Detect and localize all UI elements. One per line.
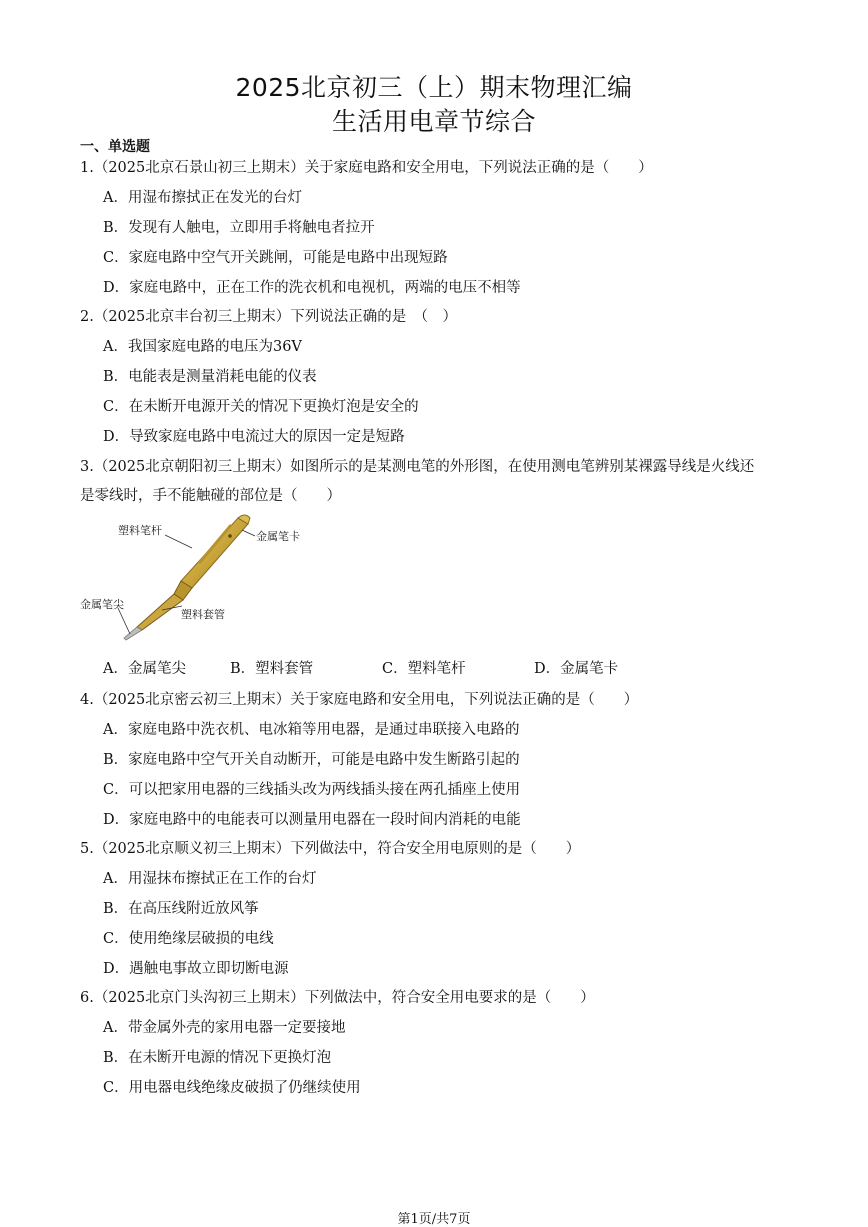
question-5-option-b: B．在高压线附近放风筝: [103, 901, 259, 917]
question-1-option-d: D．家庭电路中，正在工作的洗衣机和电视机，两端的电压不相等: [103, 280, 521, 296]
question-5-option-d: D．遇触电事故立即切断电源: [103, 961, 289, 977]
question-4-option-d: D．家庭电路中的电能表可以测量用电器在一段时间内消耗的电能: [103, 812, 521, 828]
question-1-option-c: C．家庭电路中空气开关跳闸，可能是电路中出现短路: [103, 250, 448, 266]
question-5-option-a: A．用湿抹布擦拭正在工作的台灯: [103, 871, 317, 887]
question-3-stem-line-1: 3.（2025北京朝阳初三上期末）如图所示的是某测电笔的外形图，在使用测电笔辨别某裸露导线是火线还: [80, 459, 755, 475]
label-plastic-sleeve: 塑料套管: [181, 608, 225, 621]
question-5-option-c: C．使用绝缘层破损的电线: [103, 931, 274, 947]
test-pen-figure: [80, 510, 310, 650]
question-1-option-b: B．发现有人触电，立即用手将触电者拉开: [103, 220, 375, 236]
question-5-stem: 5.（2025北京顺义初三上期末）下列做法中，符合安全用电原则的是（ ）: [80, 841, 581, 857]
document-title: 2025北京初三（上）期末物理汇编: [235, 73, 633, 102]
question-2-stem: 2.（2025北京丰台初三上期末）下列说法正确的是 （ ）: [80, 309, 457, 325]
question-6-option-c: C．用电器电线绝缘皮破损了仍继续使用: [103, 1080, 361, 1096]
label-metal-clip: 金属笔卡: [256, 530, 300, 543]
label-metal-tip: 金属笔尖: [80, 598, 124, 611]
question-4-option-c: C．可以把家用电器的三线插头改为两线插头接在两孔插座上使用: [103, 782, 521, 798]
question-2-option-a: A．我国家庭电路的电压为36V: [103, 339, 302, 355]
question-2-option-d: D．导致家庭电路中电流过大的原因一定是短路: [103, 429, 405, 445]
question-3-option-a: A．金属笔尖: [103, 661, 186, 677]
section-heading: 一、单选题: [80, 139, 150, 155]
question-2-option-c: C．在未断开电源开关的情况下更换灯泡是安全的: [103, 399, 419, 415]
question-3-option-d: D．金属笔卡: [534, 661, 619, 677]
question-6-option-b: B．在未断开电源的情况下更换灯泡: [103, 1050, 332, 1066]
label-plastic-rod: 塑料笔杆: [118, 524, 162, 537]
document-subtitle: 生活用电章节综合: [331, 107, 536, 136]
question-3-options: [103, 657, 723, 677]
question-3-option-c: C．塑料笔杆: [382, 661, 466, 677]
question-4-option-b: B．家庭电路中空气开关自动断开，可能是电路中发生断路引起的: [103, 752, 520, 768]
question-3-stem-line-2: 是零线时，手不能触碰的部位是（ ）: [80, 488, 341, 504]
question-2-option-b: B．电能表是测量消耗电能的仪表: [103, 369, 317, 385]
question-4-stem: 4.（2025北京密云初三上期末）关于家庭电路和安全用电，下列说法正确的是（ ）: [80, 692, 639, 708]
question-4-option-a: A．家庭电路中洗衣机、电冰箱等用电器，是通过串联接入电路的: [103, 722, 520, 738]
question-6-option-a: A．带金属外壳的家用电器一定要接地: [103, 1020, 346, 1036]
question-1-option-a: A．用湿布擦拭正在发光的台灯: [103, 190, 302, 206]
page-number-footer: 第1页/共7页: [397, 1212, 471, 1227]
question-1-stem: 1.（2025北京石景山初三上期末）关于家庭电路和安全用电，下列说法正确的是（ ）: [80, 160, 653, 176]
question-3-option-b: B．塑料套管: [230, 661, 314, 677]
question-6-stem: 6.（2025北京门头沟初三上期末）下列做法中，符合安全用电要求的是（ ）: [80, 990, 595, 1006]
